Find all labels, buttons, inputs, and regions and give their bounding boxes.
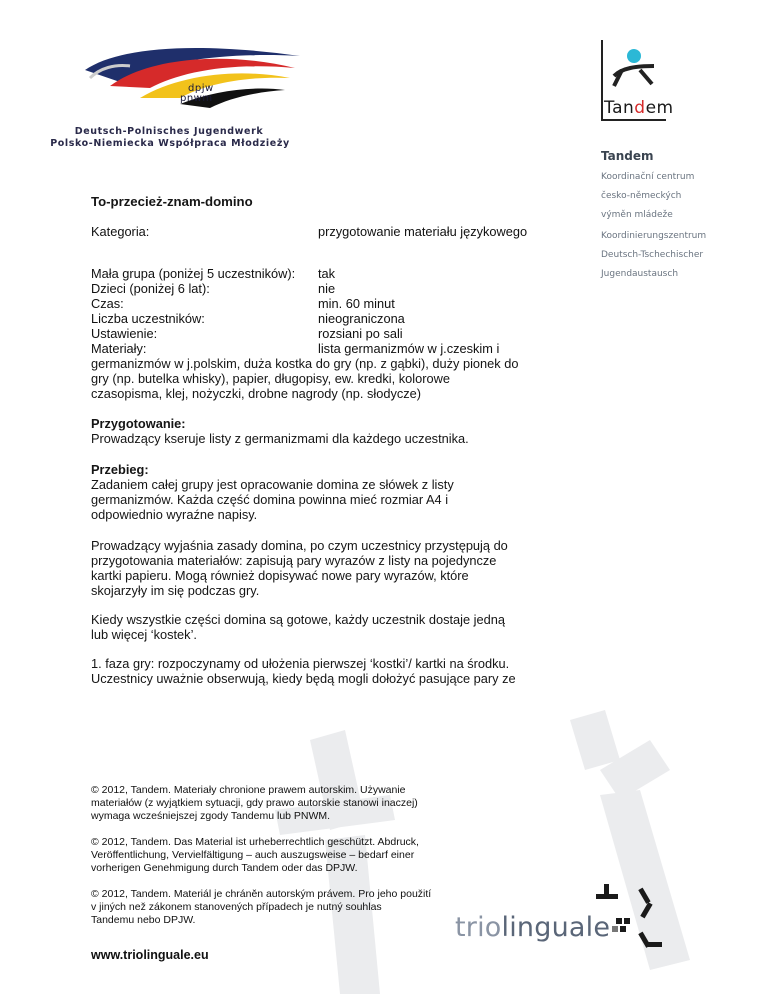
field-value: lista germanizmów w j.czeskim i [318,341,500,356]
copyright-cz [91,888,491,927]
text-line: kartki papieru. Mogą również dopisywać nowe pary wyrazów, które [91,568,469,583]
text-line: przygotowania materiałów: zapisują pary wyrazów z listy na pojedyncze [91,553,497,568]
dpjw-name-pl: Polsko-Niemiecka Współpraca Młodzieży [50,138,290,149]
preparation-heading: Przygotowanie: [91,416,186,431]
tandem-word-start: Tan [604,98,635,118]
field-value: nie [318,281,336,296]
text-line: czasopisma, klej, nożyczki, drobne nagrody (np. słodycze) [91,386,422,401]
tandem-word-end: em [645,98,674,118]
document-title: To-przecież-znam-domino [91,194,253,209]
text-line: gry (np. butelka whisky), papier, długopisy, ew. kredki, kolorowe [91,371,450,386]
text-line: © 2012, Tandem. Materiál je chráněn autorským právem. Pro jeho použití [91,888,432,900]
tandem-wordmark [604,98,674,118]
text-line: © 2012, Tandem. Das Material ist urheberrechtlich geschützt. Abdruck, [91,836,419,848]
tandem-word-red: d [634,98,646,118]
field-row [91,281,591,296]
dpjw-logo [40,38,290,148]
course-paragraph [91,538,591,598]
text-line: wymaga wcześniejszej zgody Tandemu lub PNWM. [91,810,331,822]
field-row [91,266,591,281]
text-line: Veröffentlichung, Vervielfältigung – auch auszugsweise – bedarf einer [91,849,415,861]
field-row [91,296,591,311]
text-line: vorherigen Genehmigung durch Tandem oder das DPJW. [91,862,358,874]
course-section [91,462,591,522]
field-row [91,311,591,326]
category-row [91,224,591,239]
dpjw-name-de: Deutsch-Polnisches Jugendwerk [74,126,264,137]
field-label: Czas: [91,296,124,311]
copyright-pl [91,784,491,823]
text-line: materiałów (z wyjątkiem sytuacji, gdy prawo autorskie stanowi inaczej) [91,797,418,809]
text-line: v jiných než zákonem stanovených případech je nutný souhlas [91,901,382,913]
sidebar-cz-line: výměn mládeže [601,210,673,220]
triolinguale-mark-icon [584,880,664,960]
field-value: tak [318,266,336,281]
copyright-de [91,836,491,875]
field-label: Dzieci (poniżej 6 lat): [91,281,210,296]
sidebar-title: Tandem [601,149,654,163]
sidebar-de-text [601,227,751,284]
category-label: Kategoria: [91,224,150,239]
text-line: Uczestnicy uważnie obserwują, kiedy będą mogli dołożyć pasujące pary ze [91,671,516,686]
sidebar-de-line: Deutsch-Tschechischer [601,250,704,260]
field-row [91,341,591,356]
text-line: germanizmów w j.polskim, duża kostka do gry (np. z gąbki), duży pionek do [91,356,519,371]
category-value: przygotowanie materiału językowego [318,224,528,239]
field-label: Mała grupa (poniżej 5 uczestników): [91,266,296,281]
field-label: Materiały: [91,341,147,356]
text-line: Prowadzący wyjaśnia zasady domina, po czym uczestnicy przystępują do [91,538,508,553]
course-paragraph [91,612,591,642]
sidebar-cz-line: Koordinační centrum [601,172,695,182]
text-line: © 2012, Tandem. Materiały chronione prawem autorskim. Używanie [91,784,406,796]
sidebar-de-line: Jugendaustausch [601,269,679,279]
text-line: lub więcej ‘kostek’. [91,627,197,642]
sidebar-de-line: Koordinierungszentrum [601,231,707,241]
dpjw-swoosh-icon [80,38,310,118]
field-value: min. 60 minut [318,296,395,311]
trio-word-dark: linguale [501,912,611,943]
field-value: nieograniczona [318,311,405,326]
course-paragraph [91,656,591,686]
sidebar-cz-line: česko-německých [601,191,682,201]
text-line: odpowiednio wyraźne napisy. [91,507,258,522]
trio-word-light: trio [455,912,502,943]
preparation-section [91,416,591,446]
sidebar-cz-text [601,168,751,225]
text-line: Zadaniem całej grupy jest opracowanie domina ze słówek z listy [91,477,454,492]
dpjw-abbr: dpjw [188,83,214,94]
website-link[interactable]: www.triolinguale.eu [91,948,209,962]
materials-continuation [91,356,591,401]
field-label: Liczba uczestników: [91,311,205,326]
field-value: rozsiani po sali [318,326,403,341]
text-line: Prowadzący kseruje listy z germanizmami dla każdego uczestnika. [91,431,469,446]
field-label: Ustawienie: [91,326,158,341]
dpjw-wordmark [180,84,214,104]
course-heading: Przebieg: [91,462,149,477]
field-row [91,326,591,341]
text-line: skojarzyły im się podczas gry. [91,583,260,598]
text-line: 1. faza gry: rozpoczynamy od ułożenia pierwszej ‘kostki’/ kartki na środku. [91,656,510,671]
text-line: germanizmów. Każda część domina powinna mieć rozmiar A4 i [91,492,449,507]
pnwm-abbr: pnwm [180,93,213,104]
text-line: Kiedy wszystkie części domina są gotowe, każdy uczestnik dostaje jedną [91,612,505,627]
text-line: Tandemu nebo DPJW. [91,914,196,926]
